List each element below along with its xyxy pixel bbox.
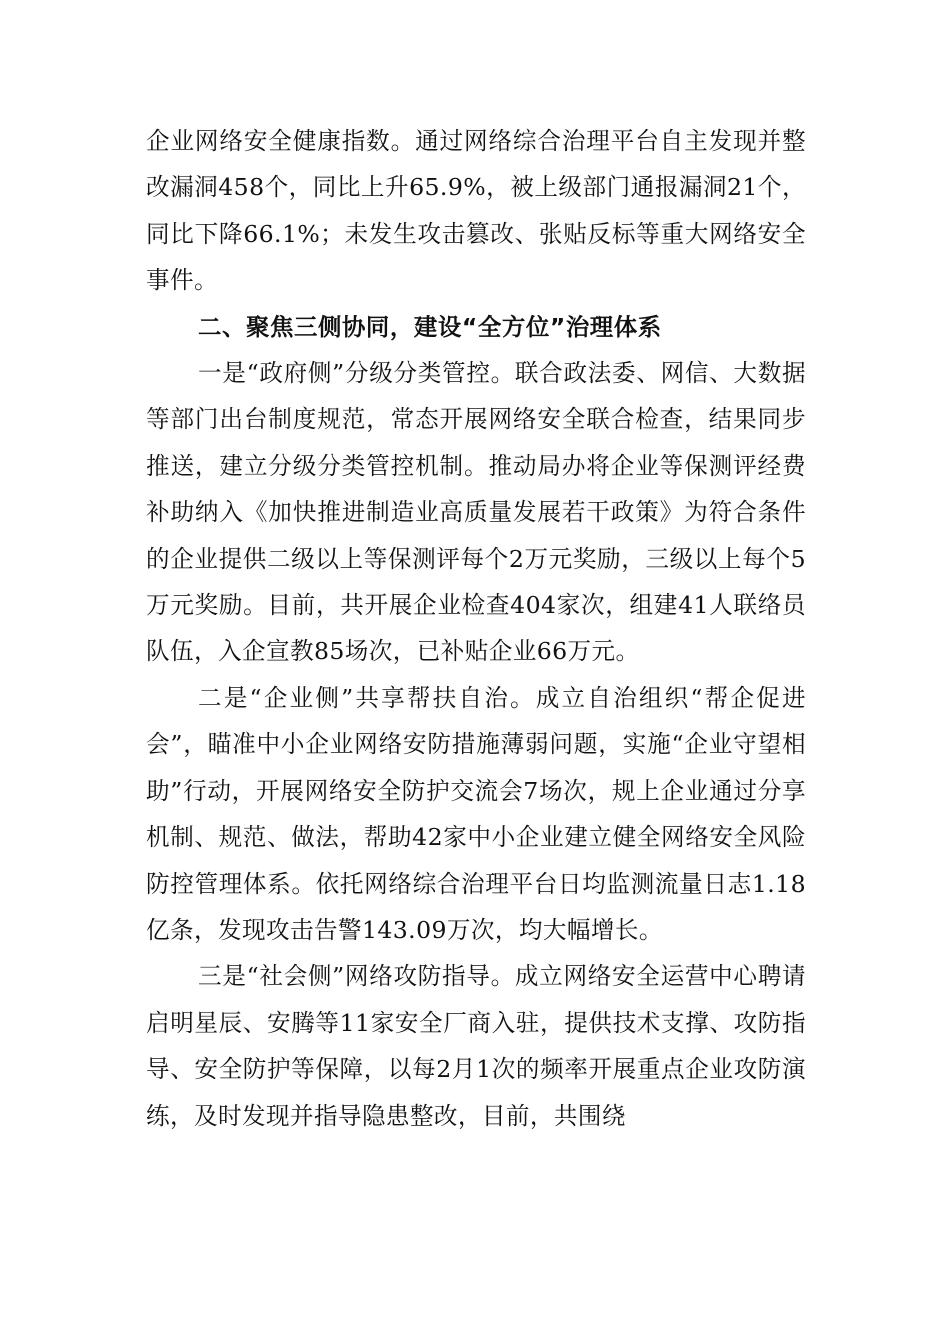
- paragraph-health-index: 企业网络安全健康指数。通过网络综合治理平台自主发现并整改漏洞458个，同比上升65.9%，被上级部门通报漏洞21个，同比下降66.1%；未发生攻击篡改、张贴反标等重大网络安全事件。: [146, 127, 806, 295]
- paragraph-lead-enterprise: 二是“企业侧”共享帮扶自治。: [198, 683, 536, 712]
- paragraph-lead-society: 三是“社会侧”网络攻防指导。: [198, 962, 515, 991]
- paragraph-enterprise-side: [146, 675, 806, 953]
- paragraph-society-side: [146, 953, 806, 1139]
- paragraph-government-side: [146, 350, 806, 675]
- document-page: [146, 118, 806, 1139]
- paragraph-body-enterprise: 成立自治组织“帮企促进会”，瞄准中小企业网络安防措施薄弱问题，实施“企业守望相助”行动，开展网络安全防护交流会7场次，规上企业通过分享机制、规范、做法，帮助42家中小企业建立健全网络安全风险防控管理体系。依托网络综合治理平台日均监测流量日志1.18亿条，发现攻击告警143.09万次，均大幅增长。: [146, 683, 806, 944]
- paragraph-body-government: 联合政法委、网信、大数据等部门出台制度规范，常态开展网络安全联合检查，结果同步推送，建立分级分类管控机制。推动局办将企业等保测评经费补助纳入《加快推进制造业高质量发展若干政策》为符合条件的企业提供二级以上等保测评每个2万元奖励，三级以上每个5万元奖励。目前，共开展企业检查404家次，组建41人联络员队伍，入企宣教85场次，已补贴企业66万元。: [146, 359, 806, 666]
- paragraph-lead-government: 一是“政府侧”分级分类管控。: [198, 359, 515, 388]
- paragraph-body-society: 成立网络安全运营中心聘请启明星辰、安腾等11家安全厂商入驻，提供技术支撑、攻防指导、安全防护等保障，以每2月1次的频率开展重点企业攻防演练，及时发现并指导隐患整改，目前，共围绕: [146, 962, 806, 1130]
- section-heading-two: 二、聚焦三侧协同，建设“全方位”治理体系: [198, 312, 662, 341]
